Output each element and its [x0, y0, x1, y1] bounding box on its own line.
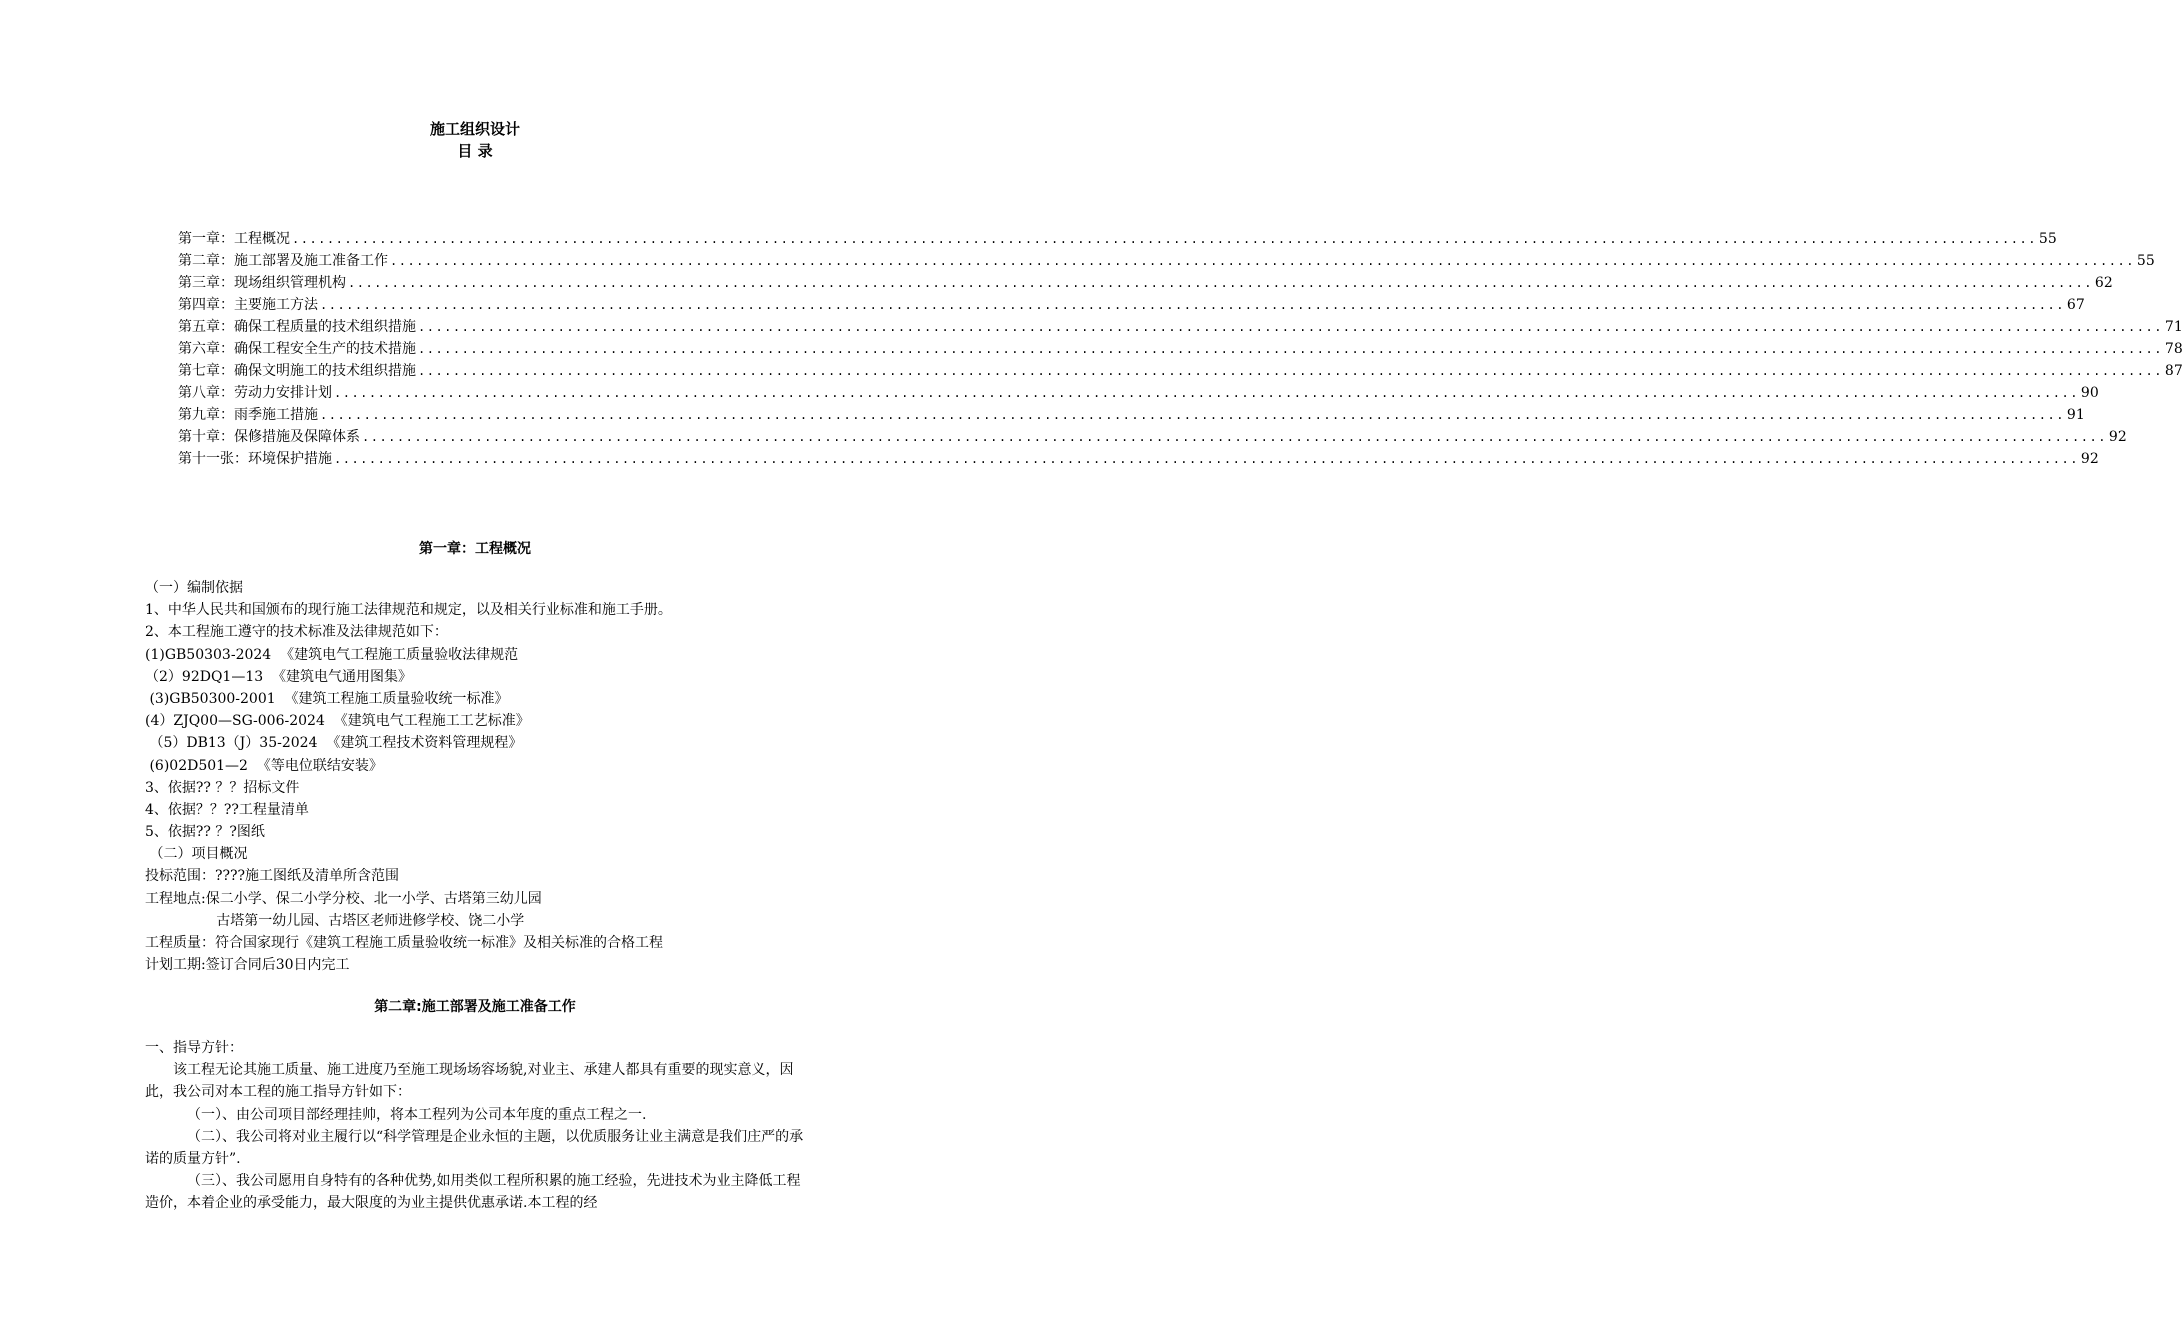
text-line: (3)GB50300-2001 《建筑工程施工质量验收统一标准》: [145, 690, 509, 707]
toc-leader-dots: ........................................................................................................................................................................................................: [292, 232, 2037, 246]
text-line: 4、依据？？??工程量清单: [145, 801, 309, 818]
toc-entry-label: 第二章：施工部署及施工准备工作: [178, 253, 388, 269]
toc-leader-dots: ........................................................................................................................................................................................................: [418, 364, 2163, 378]
text-line: 古塔第一幼儿园、古塔区老师进修学校、饶二小学: [145, 912, 525, 929]
toc-entry[interactable]: [178, 426, 2127, 448]
toc-entry-page: 71: [2164, 319, 2183, 335]
chapter1-body: [145, 577, 815, 976]
text-line: (4）ZJQ00—SG-006-2024 《建筑电气工程施工工艺标准》: [145, 713, 530, 730]
chapter2-body: [145, 1037, 810, 1215]
toc-entry-page: 92: [2080, 451, 2099, 467]
toc-leader-dots: ........................................................................................................................................................................................................: [320, 408, 2065, 422]
toc-entry[interactable]: [178, 228, 2057, 250]
text-line: 投标范围：????施工图纸及清单所含范围: [145, 868, 400, 885]
toc-entry[interactable]: [178, 360, 2183, 382]
toc-leader-dots: ........................................................................................................................................................................................................: [334, 386, 2079, 400]
toc-leader-dots: ........................................................................................................................................................................................................: [362, 430, 2107, 444]
text-line: 工程质量：符合国家现行《建筑工程施工质量验收统一标准》及相关标准的合格工程: [145, 935, 663, 951]
toc-entry-label: 第十章：保修措施及保障体系: [178, 429, 360, 445]
policy-item-3: （三）、我公司愿用自身特有的各种优势,如用类似工程所积累的施工经验，先进技术为业主降低工程造价，本着企业的承受能力，最大限度的为业主提供优惠承诺.本工程的经: [145, 1173, 801, 1212]
chapter2-heading: 第二章:施工部署及施工准备工作: [374, 999, 576, 1015]
document-title: 施工组织设计: [429, 120, 520, 138]
policy-item-2: （二）、我公司将对业主履行以“科学管理是企业永恒的主题，以优质服务让业主满意是我们庄严的承诺的质量方针”.: [145, 1128, 804, 1168]
toc-entry[interactable]: [178, 316, 2183, 338]
toc-entry-label: 第九章：雨季施工措施: [178, 407, 318, 423]
text-line: （5）DB13（J）35-2024 《建筑工程技术资料管理规程》: [145, 735, 523, 752]
toc-leader-dots: ........................................................................................................................................................................................................: [320, 298, 2065, 312]
chapter1-heading: 第一章：工程概况: [419, 541, 531, 557]
policy-item-1: （一）、由公司项目部经理挂帅，将本工程列为公司本年度的重点工程之一.: [187, 1106, 647, 1123]
table-of-contents: [178, 228, 2183, 470]
toc-entry-page: 62: [2094, 275, 2113, 291]
toc-entry-label: 第四章：主要施工方法: [178, 297, 318, 313]
text-line: 计划工期:签订合同后30日内完工: [145, 957, 350, 974]
toc-entry-page: 78: [2164, 341, 2183, 357]
text-line: 5、依据?? ？?图纸: [145, 824, 265, 841]
toc-title: 目 录: [457, 142, 493, 160]
text-line: 2、本工程施工遵守的技术标准及法律规范如下：: [145, 624, 448, 641]
toc-entry[interactable]: [178, 272, 2113, 294]
toc-entry[interactable]: [178, 448, 2099, 470]
toc-entry[interactable]: [178, 382, 2099, 404]
toc-entry-page: 55: [2038, 231, 2057, 247]
toc-entry-page: 67: [2066, 297, 2085, 313]
text-line: （二）项目概况: [145, 846, 248, 863]
paragraph: 该工程无论其施工质量、施工进度乃至施工现场场容场貌,对业主、承建人都具有重要的现实意义，因此，我公司对本工程的施工指导方针如下：: [145, 1062, 794, 1101]
toc-entry-page: 87: [2164, 363, 2183, 379]
toc-entry[interactable]: [178, 338, 2183, 360]
toc-entry-label: 第一章：工程概况: [178, 231, 290, 247]
toc-leader-dots: ........................................................................................................................................................................................................: [418, 342, 2163, 356]
text-line: (1)GB50303-2024 《建筑电气工程施工质量验收法律规范: [145, 646, 519, 663]
toc-entry-label: 第六章：确保工程安全生产的技术措施: [178, 341, 416, 357]
toc-leader-dots: ........................................................................................................................................................................................................: [334, 452, 2079, 466]
text-line: （2）92DQ1—13 《建筑电气通用图集》: [145, 668, 413, 685]
toc-entry-page: 91: [2066, 407, 2085, 423]
subheading-guiding-policy: 一、指导方针：: [145, 1040, 243, 1056]
toc-leader-dots: ........................................................................................................................................................................................................: [418, 320, 2163, 334]
toc-leader-dots: ........................................................................................................................................................................................................: [390, 254, 2135, 268]
toc-entry[interactable]: [178, 404, 2085, 426]
text-line: 1、中华人民共和国颁布的现行施工法律规范和规定，以及相关行业标准和施工手册。: [145, 602, 672, 619]
text-line: 3、依据?? ？？招标文件: [145, 779, 300, 796]
toc-entry[interactable]: [178, 250, 2155, 272]
toc-entry-label: 第十一张：环境保护措施: [178, 451, 332, 467]
toc-entry[interactable]: [178, 294, 2085, 316]
toc-entry-label: 第七章：确保文明施工的技术组织措施: [178, 363, 416, 379]
toc-entry-page: 92: [2108, 429, 2127, 445]
toc-entry-label: 第八章：劳动力安排计划: [178, 385, 332, 401]
text-line: （一）编制依据: [145, 580, 243, 596]
toc-entry-page: 55: [2136, 253, 2155, 269]
toc-entry-label: 第三章：现场组织管理机构: [178, 275, 346, 291]
toc-entry-page: 90: [2080, 385, 2099, 401]
toc-leader-dots: ........................................................................................................................................................................................................: [348, 276, 2093, 290]
text-line: 工程地点:保二小学、保二小学分校、北一小学、古塔第三幼儿园: [145, 890, 542, 907]
text-line: (6)02D501—2 《等电位联结安装》: [145, 757, 383, 774]
toc-entry-label: 第五章：确保工程质量的技术组织措施: [178, 319, 416, 335]
